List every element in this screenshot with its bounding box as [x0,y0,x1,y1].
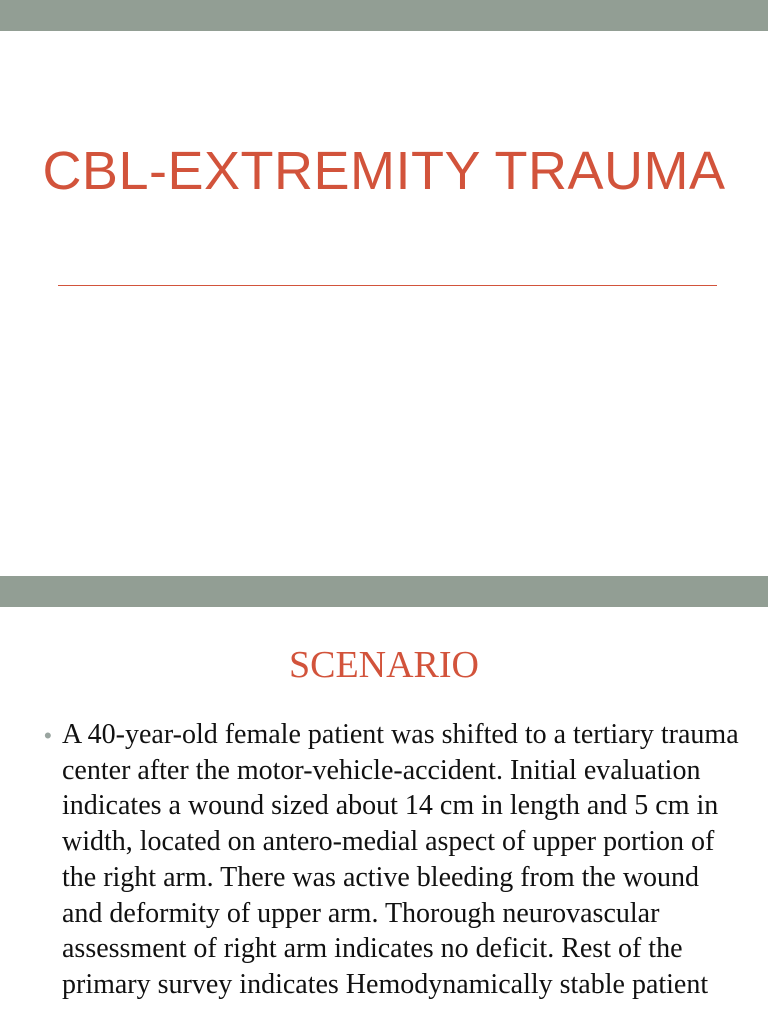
title-underline [58,285,717,286]
slide-title-text: CBL-EXTREMITY TRAUMA [42,141,726,201]
bullet-item [44,717,744,1003]
bullet-text: A 40-year-old female patient was shifted to a tertiary trauma center after the motor-vehicle-accident. Initial evaluation indicates a wound sized about 14 cm in length and 5 cm in width, located on antero-medial aspect of upper portion of the right arm. There was active bleeding from the wound and deformity of upper arm. Thorough neurovascular assessment of right arm indicates no deficit. Rest of the primary survey indicates Hemodynamically stable patient [62,719,739,1000]
scenario-heading: SCENARIO [288,644,480,686]
slide-top-band [0,0,768,31]
slide-top-band [0,576,768,607]
bullet-dot-icon: • [44,723,52,748]
slide-scenario [0,576,768,1024]
